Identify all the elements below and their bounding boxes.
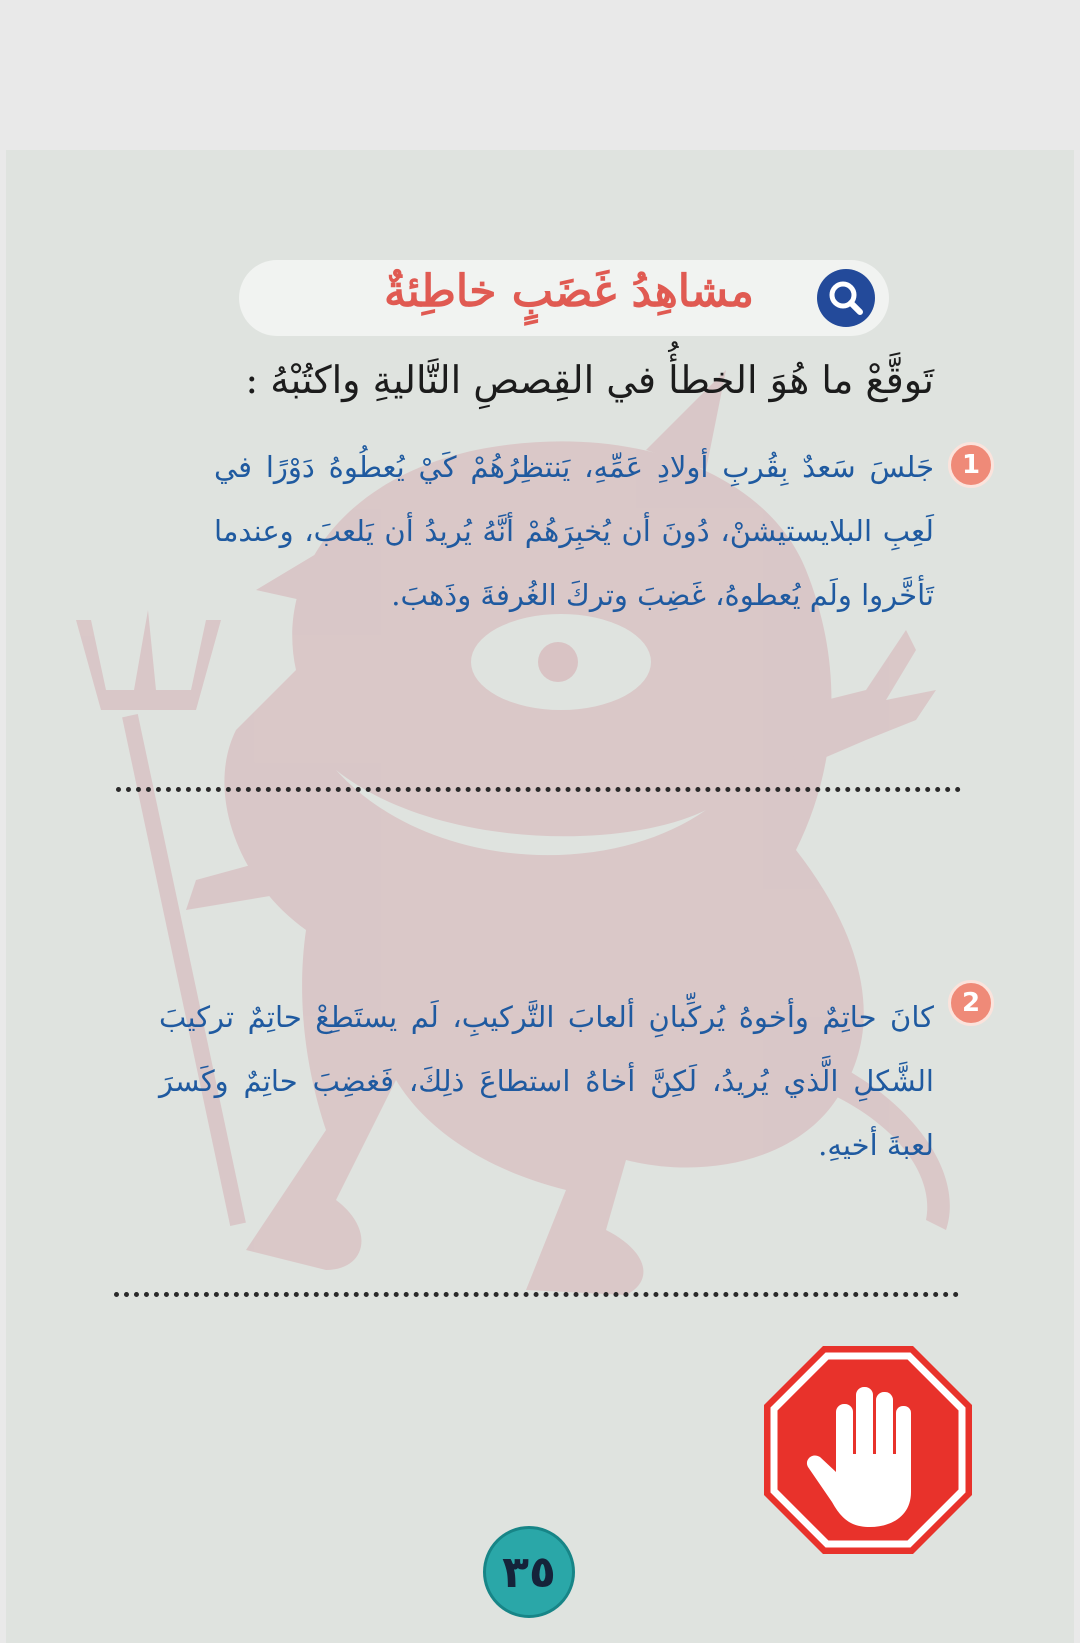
- search-icon: [817, 269, 875, 327]
- page-title: مشاهِدُ غَضَبٍ خاطِئةٌ: [383, 266, 754, 317]
- stop-hand-icon: [760, 1342, 976, 1558]
- answer-line[interactable]: [116, 787, 961, 792]
- worksheet-page: [6, 150, 1074, 1643]
- instruction-text: تَوقَّعْ ما هُوَ الخطأُ في القِصصِ التَّاليةِ واكتُبْهُ :: [245, 358, 934, 402]
- answer-line[interactable]: [114, 1292, 959, 1297]
- title-banner: [239, 260, 889, 336]
- story-number-badge: 2: [948, 980, 994, 1026]
- story-text: جَلسَ سَعدٌ بِقُربِ أولادِ عَمِّهِ، يَنتظِرُهُمْ كَيْ يُعطُوهُ دَوْرًا في لَعِبِ البلايستيشنْ، دُونَ أن يُخبِرَهُمْ أنَّهُ يُريدُ أن يَلعبَ، وعندما تَأخَّروا ولَم يُعطوهُ، غَضِبَ وتركَ الغُرفةَ وذَهبَ.: [214, 450, 934, 612]
- story-number-badge: 1: [948, 442, 994, 488]
- story-text: كانَ حاتِمٌ وأخوهُ يُركِّبانِ ألعابَ التَّركيبِ، لَم يستَطِعْ حاتِمٌ تركيبَ الشَّكلِ الَّذي يُريدُ، لَكِنَّ أخاهُ استطاعَ ذلِكَ، فَغضِبَ حاتِمٌ وكَسرَ لعبةَ أخيهِ.: [159, 1000, 934, 1162]
- page-number: ٣٥: [483, 1526, 575, 1618]
- search-badge: [817, 269, 875, 327]
